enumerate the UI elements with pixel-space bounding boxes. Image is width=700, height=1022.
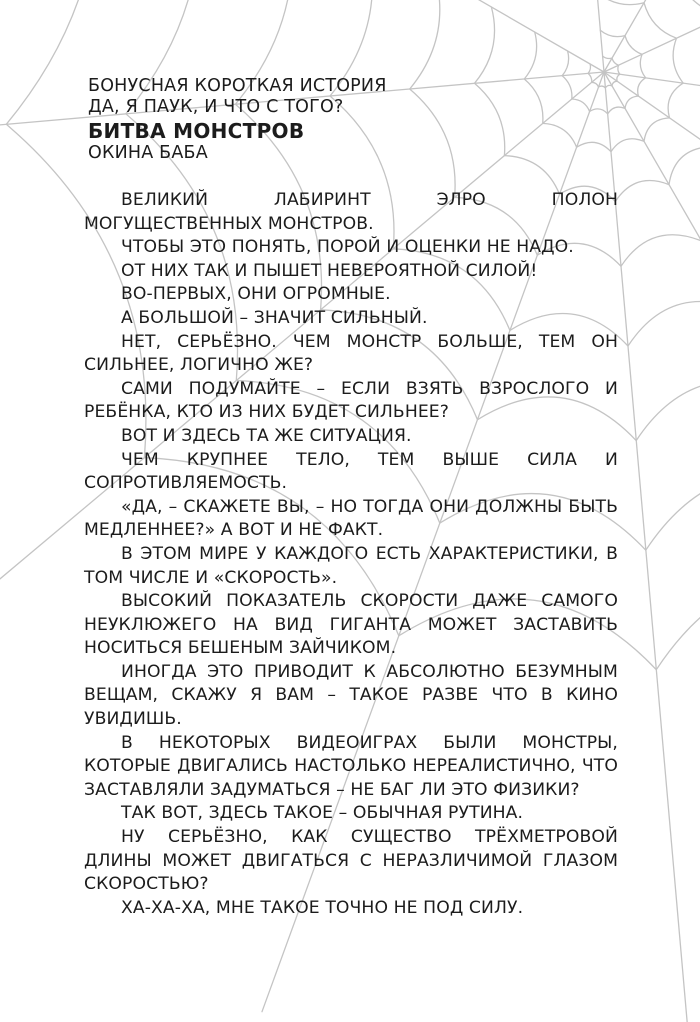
paragraph: ВО-ПЕРВЫХ, ОНИ ОГРОМНЫЕ. <box>121 284 391 305</box>
paragraph: В НЕКОТОРЫХ ВИДЕОИГРАХ БЫЛИ МОНСТРЫ, КОТОРЫЕ ДВИГАЛИСЬ НАСТОЛЬКО НЕРЕАЛИСТИЧНО, ЧТО ЗАСТАВЛЯЛИ ЗАДУМАТЬСЯ – НЕ БАГ ЛИ ЭТО ФИЗИКИ? <box>84 732 618 800</box>
paragraph: А БОЛЬШОЙ – ЗНАЧИТ СИЛЬНЫЙ. <box>121 307 428 328</box>
paragraph: ВОТ И ЗДЕСЬ ТА ЖЕ СИТУАЦИЯ. <box>121 425 412 446</box>
book-title: ДА, Я ПАУК, И ЧТО С ТОГО? <box>88 97 344 117</box>
paragraph: ХА-ХА-ХА, МНЕ ТАКОЕ ТОЧНО НЕ ПОД СИЛУ. <box>121 897 524 918</box>
paragraph: «ДА, – СКАЖЕТЕ ВЫ, – НО ТОГДА ОНИ ДОЛЖНЫ БЫТЬ МЕДЛЕННЕЕ?» А ВОТ И НЕ ФАКТ. <box>84 496 618 541</box>
paragraph: В ЭТОМ МИРЕ У КАЖДОГО ЕСТЬ ХАРАКТЕРИСТИКИ, В ТОМ ЧИСЛЕ И «СКОРОСТЬ». <box>84 543 618 588</box>
author-name: ОКИНА БАБА <box>88 143 208 163</box>
paragraph: НУ СЕРЬЁЗНО, КАК СУЩЕСТВО ТРЁХМЕТРОВОЙ ДЛИНЫ МОЖЕТ ДВИГАТЬСЯ С НЕРАЗЛИЧИМОЙ ГЛАЗОМ СКОРОСТЬЮ? <box>84 827 618 895</box>
paragraph: ЧЕМ КРУПНЕЕ ТЕЛО, ТЕМ ВЫШЕ СИЛА И СОПРОТИВЛЯЕМОСТЬ. <box>84 449 618 494</box>
paragraph: ЧТОБЫ ЭТО ПОНЯТЬ, ПОРОЙ И ОЦЕНКИ НЕ НАДО. <box>121 237 574 258</box>
series-label: БОНУСНАЯ КОРОТКАЯ ИСТОРИЯ <box>88 76 387 96</box>
paragraph: ВЕЛИКИЙ ЛАБИРИНТ ЭЛРО ПОЛОН МОГУЩЕСТВЕННЫХ МОНСТРОВ. <box>84 190 618 234</box>
story-header <box>88 76 628 164</box>
paragraph: САМИ ПОДУМАЙТЕ – ЕСЛИ ВЗЯТЬ ВЗРОСЛОГО И РЕБЁНКА, КТО ИЗ НИХ БУДЕТ СИЛЬНЕЕ? <box>84 378 618 423</box>
story-title: БИТВА МОНСТРОВ <box>88 119 305 143</box>
paragraph: ТАК ВОТ, ЗДЕСЬ ТАКОЕ – ОБЫЧНАЯ РУТИНА. <box>121 803 524 824</box>
paragraph: ВЫСОКИЙ ПОКАЗАТЕЛЬ СКОРОСТИ ДАЖЕ САМОГО НЕУКЛЮЖЕГО НА ВИД ГИГАНТА МОЖЕТ ЗАСТАВИТЬ НОСИТЬСЯ БЕШЕНЫМ ЗАЙЧИКОМ. <box>84 591 618 659</box>
paragraph: ОТ НИХ ТАК И ПЫШЕТ НЕВЕРОЯТНОЙ СИЛОЙ! <box>121 260 538 281</box>
paragraph: НЕТ, СЕРЬЁЗНО. ЧЕМ МОНСТР БОЛЬШЕ, ТЕМ ОН СИЛЬНЕЕ, ЛОГИЧНО ЖЕ? <box>84 331 618 376</box>
paragraph: ИНОГДА ЭТО ПРИВОДИТ К АБСОЛЮТНО БЕЗУМНЫМ ВЕЩАМ, СКАЖУ Я ВАМ – ТАКОЕ РАЗВЕ ЧТО В КИНО УВИДИШЬ. <box>84 661 618 730</box>
story-text <box>84 189 618 920</box>
